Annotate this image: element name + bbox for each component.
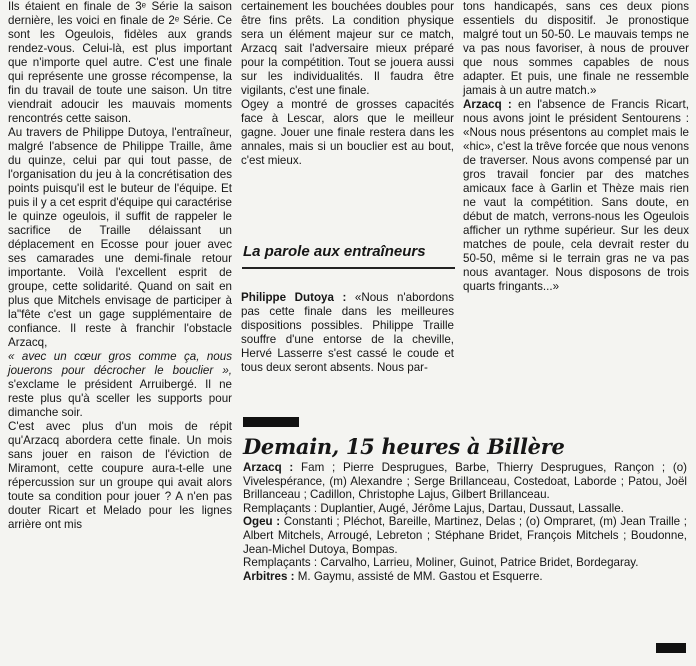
paragraph: certainement les bouchées doubles pour être fins prêts. La condition physique sera un élément majeur sur ce match, Arzacq sait l'adversaire mieux préparé pour la compétition. Tout se jouera aussi sur les individualités. Il faudra être vigilants, c'est une finale. xyxy=(241,0,454,97)
article-column-1 xyxy=(8,0,232,532)
paragraph: Ogey a montré de grosses capacités face à Lescar, alors que le meilleur gagne. Jouer une finale restera dans les annales, mais si un bouclier est au bout, c'est mieux. xyxy=(241,98,454,167)
quote: « avec un cœur gros comme ça, nous jouerons pour décrocher le bouclier », xyxy=(8,350,232,377)
match-title: Demain, 15 heures à Billère xyxy=(243,434,565,459)
article-column-2 xyxy=(241,0,454,168)
lineup-ogeu xyxy=(243,515,687,556)
referees-label: Arbitres : xyxy=(243,569,295,583)
paragraph xyxy=(241,291,454,375)
speaker-name: Philippe Dutoya : xyxy=(241,291,347,304)
quote-attribution: s'exclame le président Arruibergé. Il ne reste plus qu'à sceller les supports pour dimanche soir. xyxy=(8,378,232,419)
subs-label: Remplaçants : xyxy=(243,501,318,515)
decorative-bar xyxy=(243,417,299,427)
paragraph xyxy=(463,98,689,294)
team-players: Fam ; Pierre Desprugues, Barbe, Thierry Desprugues, Rançon ; (o) Vivelespérance, (m) Alexandre ; Serge Brillanceau, Costedoat, Laborde ; Patou, Joël Brillanceau ; Cadillon, Christophe Lajus, Gilbert Brillanceau. xyxy=(243,461,687,502)
section-divider xyxy=(242,267,455,269)
section-heading: La parole aux entraîneurs xyxy=(243,243,426,260)
paragraph xyxy=(8,350,232,420)
speaker-name: Arzacq : xyxy=(463,98,512,111)
quote-text: «Nous n'abordons pas cette finale dans les meilleures dispositions possibles. Philippe Traille souffre d'une entorse de la cheville, Hervé Lasserre s'est cassé le coude et tous deux seront absents. Nous par- xyxy=(241,291,454,374)
team-label: Ogeu : xyxy=(243,515,281,529)
lineup-arzacq xyxy=(243,461,687,502)
paragraph: Au travers de Philippe Dutoya, l'entraîneur, malgré l'absence de Philippe Traille, âme du quinze, celui par qui tout passe, de l'organisation du jeu à la concrétisation des points puisqu'il est le buteur de l'équipe. Et puis il y a cet esprit d'équipe qui caractérise le quinze ogeulois, il suffit de rappeler le sacrifice de Traille délaissant un déplacement en Ecosse pour jouer avec ses camarades une demi-finale retour importante. Voilà l'excellent esprit de groupe, cette solidarité. Quand on sait en plus que Mitchels envisage de participer à la"fête c'est un gage supplémentaire de confiance. Il reste à franchir l'obstacle Arzacq, xyxy=(8,126,232,349)
team-players: Constanti ; Pléchot, Bareille, Martinez, Delas ; (o) Ompraret, (m) Jean Traille ; Albert Mitchels, Arrougé, Lebreton ; Stéphane Bridet, François Mitchels ; Boudonne, Jean-Michel Dutoya, Bompas. xyxy=(243,515,687,556)
end-mark xyxy=(656,643,686,653)
paragraph: C'est avec plus d'un mois de répit qu'Arzacq abordera cette finale. Un mois sans jouer en raison de l'éviction de Miramont, cette coupure aura-t-elle une répercussion sur un groupe qui avait alors toute sa condition pour jouer ? A n'en pas douter Ricart et Melado pour les lignes arrière ont mis xyxy=(8,420,232,531)
article-column-3 xyxy=(463,0,689,294)
subs-arzacq xyxy=(243,502,687,516)
subs-ogeu xyxy=(243,556,687,570)
paragraph: tons handicapés, sans ces deux pions essentiels du dispositif. Je pronostique malgré tout un 50-50. Le mauvais temps ne va pas nous favoriser, à nous de prouver que nous sommes capables de nous adapter. Et puis, une finale ne ressemble jamais à un autre match.» xyxy=(463,0,689,97)
subs-label: Remplaçants : xyxy=(243,556,318,570)
coach-quote xyxy=(241,291,454,375)
referees-names: M. Gaymu, assisté de MM. Gastou et Esquerre. xyxy=(294,569,543,583)
subs-players: Carvalho, Larrieu, Moliner, Guinot, Patrice Bridet, Bordegaray. xyxy=(317,556,639,570)
subs-players: Duplantier, Augé, Jérôme Lajus, Dartau, Dussaut, Lassalle. xyxy=(317,501,624,515)
lineups xyxy=(243,461,687,583)
paragraph: Ils étaient en finale de 3ᵉ Série la saison dernière, les voici en finale de 2ᵉ Série. Ce sont les Ogeulois, fidèles aux grands rendez-vous. Celui-là, est plus important que n'importe quel autre. C'est une finale qui représente une grosse récompense, la fin du travail de toute une saison. Un titre viendrait adoucir les mauvais moments rencontrés cette saison. xyxy=(8,0,232,125)
quote-text: en l'absence de Francis Ricart, nous avons joint le président Sentourens : «Nous nous présentons au complet mais le «hic», c'est la trêve forcée que nous venons de traverser. Nous avons compensé par un gros travail foncier par des matches amicaux face à Garlin et Thèze mais rien ne vaut la compétition. Sans doute, en début de match, verrons-nous les Ogeulois afficher un rythme supérieur. Sur les deux matches de poule, cela devrait rester du 50-50, même si le terrain gras ne va pas nous avantager. Nous disposons de trois quarts fringants...» xyxy=(463,98,689,293)
team-label: Arzacq : xyxy=(243,461,294,474)
referees xyxy=(243,570,687,584)
